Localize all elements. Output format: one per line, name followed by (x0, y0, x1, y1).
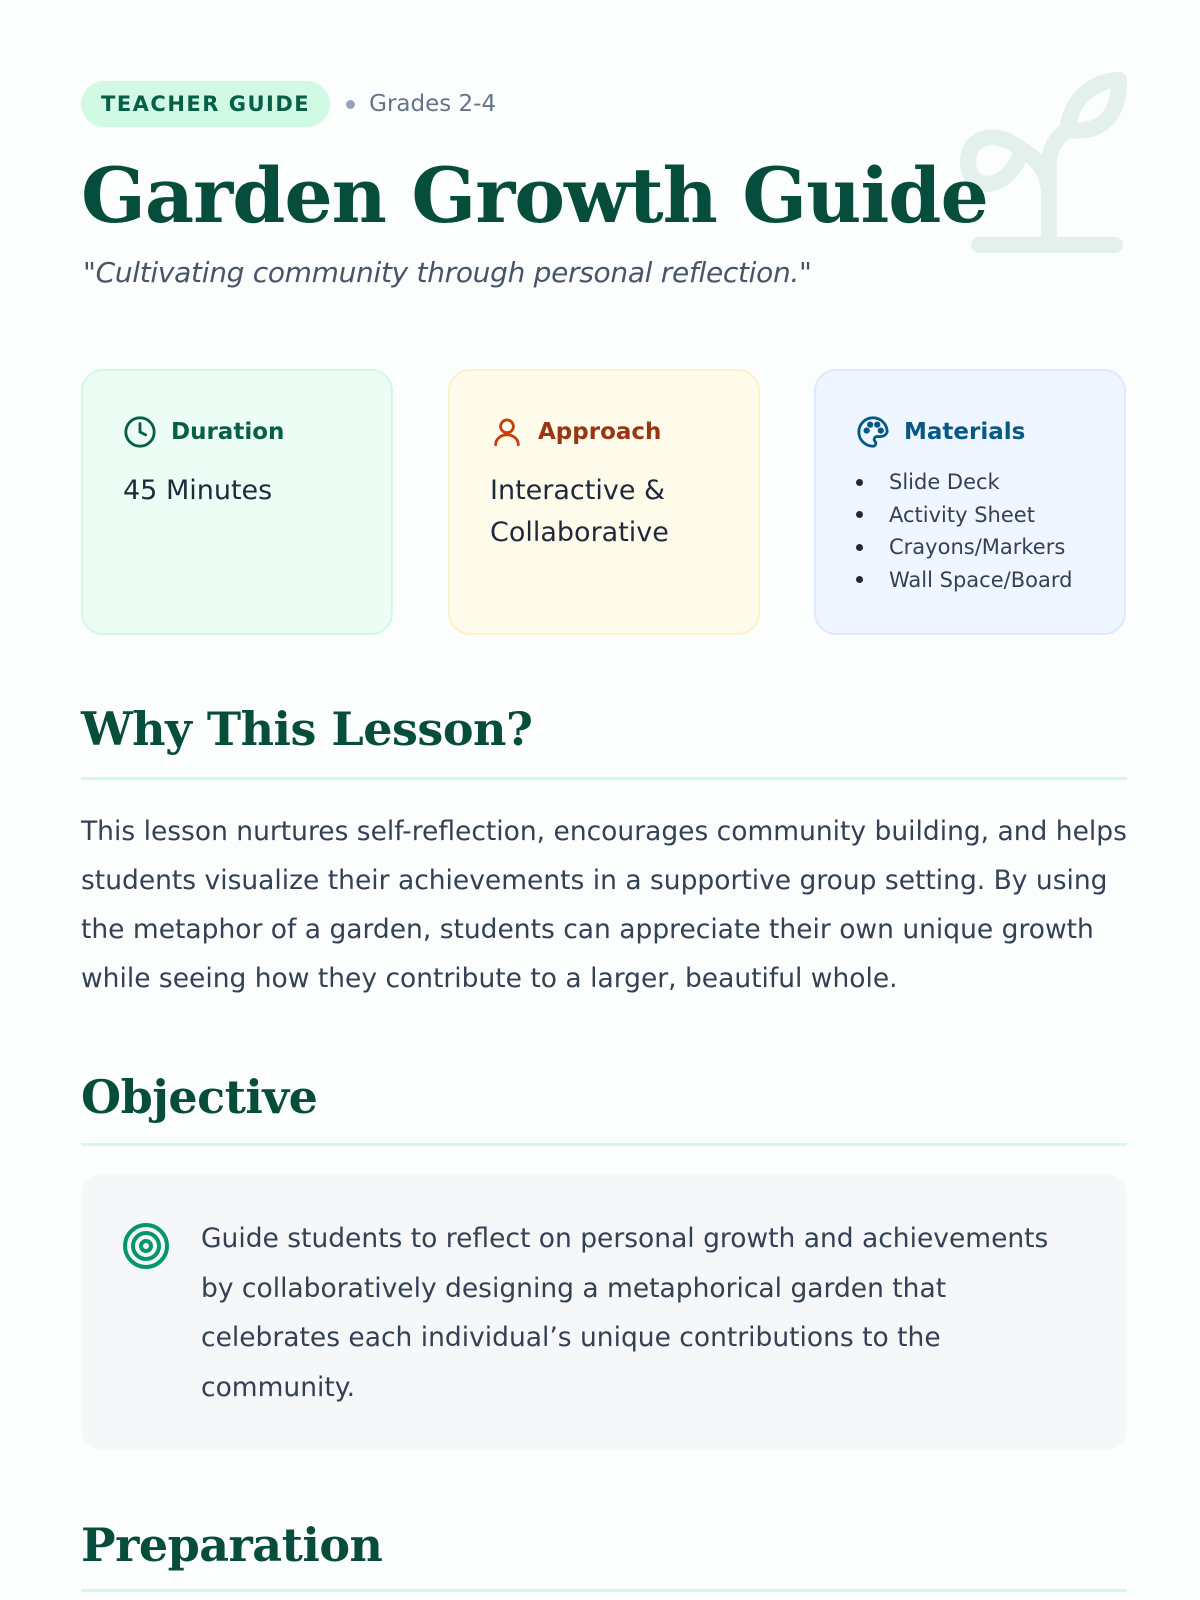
meta-row (81, 81, 496, 127)
list-item: Slide Deck (856, 466, 1072, 499)
approach-card-header (490, 415, 661, 449)
info-cards (81, 369, 1127, 635)
approach-card (448, 369, 760, 635)
target-icon (121, 1221, 171, 1271)
palette-icon (856, 415, 890, 449)
duration-value: 45 Minutes (123, 475, 273, 506)
list-item: Activity Sheet (856, 499, 1072, 532)
duration-label: Duration (171, 419, 285, 445)
why-heading: Why This Lesson? (81, 702, 533, 756)
materials-card-header (856, 415, 1025, 449)
section-divider (81, 777, 1127, 780)
teacher-guide-badge: TEACHER GUIDE (81, 81, 330, 127)
objective-box (81, 1174, 1127, 1450)
approach-value: Interactive & Collaborative (490, 475, 669, 548)
separator-dot (346, 100, 355, 109)
list-item: Crayons/Markers (856, 531, 1072, 564)
objective-heading: Objective (81, 1070, 318, 1124)
section-divider (81, 1589, 1127, 1592)
preparation-heading: Preparation (81, 1518, 383, 1572)
approach-label: Approach (538, 419, 662, 445)
duration-card (81, 369, 393, 635)
objective-body: Guide students to reflect on personal growth and achievements by collaboratively designing a metaphorical garden that celebrates each individual’s unique contributions to the community. (201, 1223, 1049, 1403)
materials-card (814, 369, 1126, 635)
why-body: This lesson nurtures self-reflection, encourages community building, and helps students visualize their achievements in a supportive group setting. By using the metaphor of a garden, students can appreciate their own unique growth while seeing how they contribute to a larger, beautiful whole. (81, 816, 1127, 994)
tagline: "Cultivating community through personal reflection." (83, 256, 812, 289)
materials-list (856, 466, 1072, 596)
duration-card-header (123, 415, 284, 449)
grade-level: Grades 2-4 (369, 91, 497, 117)
list-item: Wall Space/Board (856, 564, 1072, 597)
clock-icon (123, 415, 157, 449)
person-icon (490, 415, 524, 449)
materials-label: Materials (904, 419, 1026, 445)
section-divider (81, 1143, 1127, 1146)
page-title: Garden Growth Guide (81, 151, 988, 240)
